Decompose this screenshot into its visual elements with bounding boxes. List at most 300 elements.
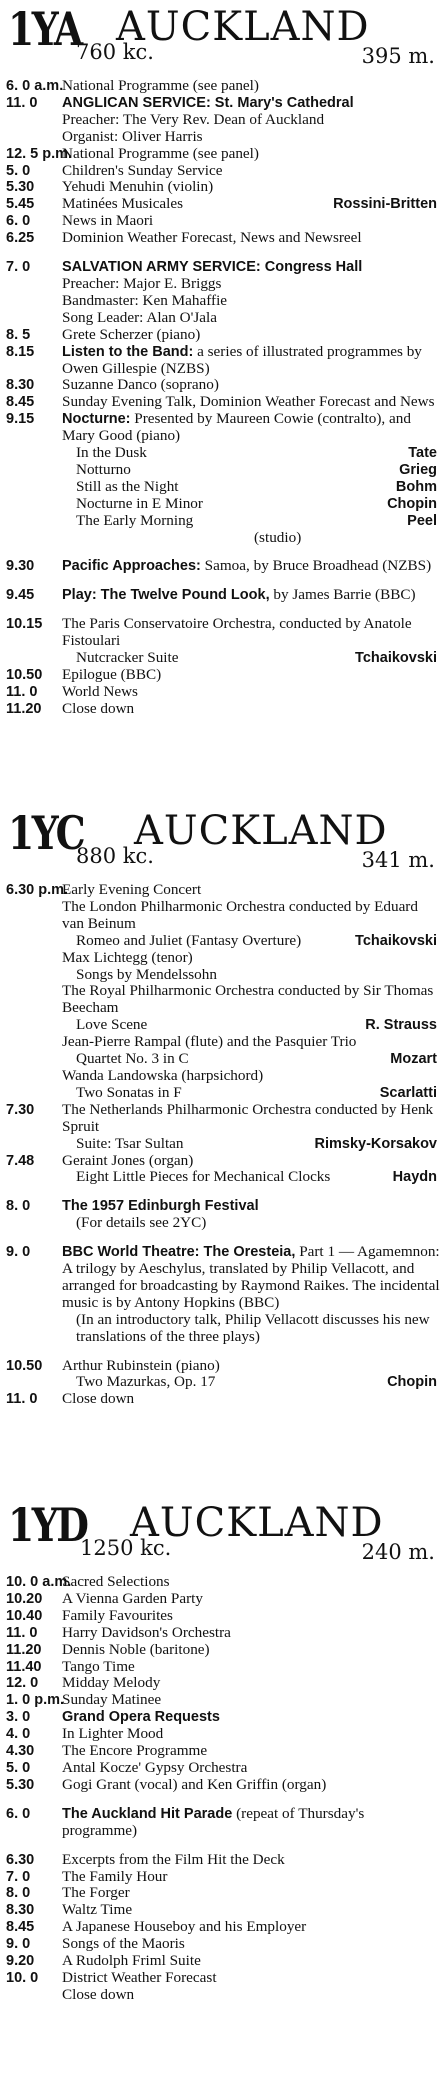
programme-row — [4, 344, 441, 378]
programme-text: Family Favourites — [62, 1606, 173, 1624]
programme-row — [4, 230, 441, 247]
programme-details — [4, 230, 441, 247]
programme-row — [4, 1169, 441, 1186]
composer-name: Tate — [408, 445, 437, 462]
composer-name: Chopin — [387, 1374, 437, 1391]
programme-time: 4. 0 — [6, 1726, 31, 1743]
programme-row — [4, 179, 441, 196]
programme-text: Presented by Maureen Cowie (contralto), and Mary Good (piano) — [62, 410, 411, 445]
programme-time: 8. 5 — [6, 326, 31, 343]
composer-name: Grieg — [399, 461, 437, 478]
programme-row — [4, 701, 441, 718]
programme-details — [4, 1869, 441, 1886]
programme-row — [4, 479, 441, 496]
programme-details — [4, 1760, 441, 1777]
programme-details — [4, 1169, 441, 1186]
programme-details — [4, 882, 441, 899]
programme-time: 6. 0 a.m. — [6, 78, 64, 94]
station-frequency: 760 kc. — [76, 40, 154, 64]
programme-details — [4, 1391, 441, 1408]
programme-time: 8. 0 — [6, 1885, 31, 1902]
programme-text: Preacher: The Very Rev. Dean of Auckland — [62, 110, 325, 128]
programme-text: Songs by Mendelssohn — [76, 965, 217, 983]
programme-title: SALVATION ARMY SERVICE: Congress Hall — [62, 259, 363, 276]
programme-row — [4, 1659, 441, 1676]
programme-text: Max Lichtegg (tenor) — [62, 948, 193, 966]
programme-row — [4, 882, 441, 899]
programme-time: 11. 0 — [6, 1391, 38, 1408]
programme-title: Listen to the Band: — [62, 343, 194, 360]
programme-time: 5.30 — [6, 1776, 35, 1793]
programme-time: 8.45 — [6, 394, 35, 411]
programme-title: The Auckland Hit Parade — [62, 1805, 233, 1822]
programme-row — [4, 1970, 441, 1987]
programme-time: 8. 0 — [6, 1198, 31, 1215]
programme-row — [4, 1374, 441, 1391]
programme-row — [4, 1987, 441, 2004]
programme-text: Bandmaster: Ken Mahaffie — [62, 291, 228, 309]
programme-title: Nocturne: — [62, 411, 131, 428]
programme-row — [4, 394, 441, 411]
programme-row — [4, 1885, 441, 1902]
programme-row — [4, 146, 441, 163]
programme-time: 5. 0 — [6, 1759, 31, 1776]
programme-title: Pacific Approaches: — [62, 558, 201, 575]
programme-text: District Weather Forecast — [62, 1968, 217, 1986]
programme-details — [4, 1625, 441, 1642]
composer-name: Chopin — [387, 495, 437, 512]
programme-row — [4, 1215, 441, 1232]
programme-time: 6.30 — [6, 1851, 35, 1868]
programme-list — [4, 78, 441, 718]
programme-time: 8.45 — [6, 1919, 35, 1936]
programme-text: The London Philharmonic Orchestra conducted by Eduard van Beinum — [62, 897, 418, 932]
programme-text: by James Barrie (BBC) — [269, 586, 416, 604]
programme-title: BBC World Theatre: The Oresteia, — [62, 1244, 296, 1261]
programme-text: The Netherlands Philharmonic Orchestra conducted by Henk Spruit — [62, 1100, 434, 1135]
station-header — [4, 808, 441, 882]
programme-text: The Forger — [62, 1884, 130, 1902]
station-frequency: 880 kc. — [76, 844, 154, 868]
programme-list — [4, 882, 441, 1408]
programme-details — [4, 950, 441, 967]
programme-details — [4, 1068, 441, 1085]
programme-details — [4, 1642, 441, 1659]
programme-time: 8.30 — [6, 1902, 35, 1919]
programme-text: Sunday Matinee — [62, 1691, 162, 1709]
programme-time: 10.15 — [6, 616, 43, 633]
programme-details — [4, 684, 441, 701]
programme-time: 10. 0 a.m. — [6, 1574, 72, 1590]
composer-name: Peel — [407, 512, 437, 529]
programme-details — [4, 1136, 441, 1153]
station-frequency: 1250 kc. — [80, 1536, 172, 1560]
programme-text: Wanda Landowska (harpsichord) — [62, 1066, 264, 1084]
programme-row — [4, 496, 441, 513]
programme-text: Suite: Tsar Sultan — [76, 1134, 184, 1152]
station-1ya-listing — [4, 4, 441, 718]
programme-details — [4, 1374, 441, 1391]
programme-time: 7. 0 — [6, 1868, 31, 1885]
programme-details — [4, 530, 441, 547]
programme-title: The 1957 Edinburgh Festival — [62, 1198, 259, 1215]
programme-text: Gogi Grant (vocal) and Ken Griffin (organ) — [62, 1775, 327, 1793]
programme-details — [4, 1692, 441, 1709]
composer-name: Tchaikovski — [355, 932, 437, 949]
composer-name: Mozart — [390, 1051, 437, 1068]
programme-row — [4, 1153, 441, 1170]
programme-time: 9. 0 — [6, 1936, 31, 1953]
programme-text: Part 1 — Agamemnon: A trilogy by Aeschylus, translated by Philip Vellacott, and arranged for broadcasting by Raymond Raikes. The incidental music is by Antony Hopkins (BBC) — [62, 1243, 440, 1311]
spacer — [4, 1186, 441, 1198]
programme-text: The Royal Philharmonic Orchestra conducted by Sir Thomas Beecham — [62, 982, 434, 1017]
programme-text: In Lighter Mood — [62, 1725, 164, 1743]
programme-text: Quartet No. 3 in C — [76, 1050, 189, 1068]
programme-details — [4, 983, 441, 1017]
programme-text: Suzanne Danco (soprano) — [62, 376, 219, 394]
programme-details — [4, 1987, 441, 2004]
programme-time: 12. 0 — [6, 1675, 39, 1692]
programme-row — [4, 1017, 441, 1034]
programme-row — [4, 1068, 441, 1085]
programme-text: a series of illustrated programmes by Owen Gillespie (NZBS) — [62, 342, 422, 377]
programme-details — [4, 259, 441, 276]
programme-text: A Japanese Houseboy and his Employer — [62, 1918, 307, 1936]
programme-row — [4, 276, 441, 293]
programme-time: 1. 0 p.m. — [6, 1692, 65, 1709]
programme-details — [4, 479, 441, 496]
programme-text: News in Maori — [62, 212, 154, 230]
programme-list — [4, 1574, 441, 2004]
programme-details — [4, 344, 441, 378]
station-1yd-listing — [4, 1500, 441, 2004]
programme-row — [4, 112, 441, 129]
programme-time: 7.48 — [6, 1152, 35, 1169]
programme-time: 6.30 p.m. — [6, 882, 69, 898]
programme-details — [4, 1806, 441, 1840]
programme-row — [4, 899, 441, 933]
programme-row — [4, 530, 441, 547]
programme-text: Harry Davidson's Orchestra — [62, 1623, 231, 1641]
programme-text: (For details see 2YC) — [76, 1214, 207, 1232]
programme-details — [4, 462, 441, 479]
programme-row — [4, 558, 441, 575]
programme-text: National Programme (see panel) — [62, 77, 259, 94]
programme-text: The Family Hour — [62, 1867, 168, 1885]
programme-details — [4, 667, 441, 684]
programme-row — [4, 616, 441, 650]
programme-details — [4, 1743, 441, 1760]
programme-text: A Rudolph Friml Suite — [62, 1952, 201, 1970]
programme-time: 9.30 — [6, 558, 35, 575]
programme-details — [4, 1215, 441, 1232]
programme-row — [4, 1760, 441, 1777]
station-wavelength: 341 m. — [361, 848, 435, 872]
programme-row — [4, 1358, 441, 1375]
programme-details — [4, 967, 441, 984]
programme-row — [4, 1692, 441, 1709]
programme-row — [4, 129, 441, 146]
programme-details — [4, 1953, 441, 1970]
programme-time: 5.30 — [6, 179, 35, 196]
programme-time: 5.45 — [6, 196, 35, 213]
programme-text: Epilogue (BBC) — [62, 666, 162, 683]
programme-time: 4.30 — [6, 1743, 35, 1760]
programme-time: 9.45 — [6, 587, 35, 604]
programme-time: 7.30 — [6, 1101, 35, 1118]
spacer — [4, 247, 441, 259]
programme-details — [4, 1902, 441, 1919]
programme-title: Play: The Twelve Pound Look, — [62, 587, 270, 604]
programme-details — [4, 496, 441, 513]
programme-text: Children's Sunday Service — [62, 161, 223, 179]
programme-row — [4, 293, 441, 310]
programme-text: Preacher: Major E. Briggs — [62, 274, 222, 292]
programme-text: Waltz Time — [62, 1901, 133, 1919]
programme-row — [4, 1574, 441, 1591]
programme-row — [4, 1312, 441, 1346]
programme-row — [4, 1806, 441, 1840]
programme-row — [4, 667, 441, 684]
programme-text: Dennis Noble (baritone) — [62, 1640, 210, 1658]
programme-row — [4, 411, 441, 445]
programme-time: 12. 5 p.m. — [6, 145, 73, 162]
programme-text: Two Sonatas in F — [76, 1083, 182, 1101]
programme-row — [4, 1777, 441, 1794]
programme-details — [4, 513, 441, 530]
programme-row — [4, 1902, 441, 1919]
programme-row — [4, 95, 441, 112]
programme-title: ANGLICAN SERVICE: St. Mary's Cathedral — [62, 94, 354, 111]
programme-time: 11. 0 — [6, 683, 38, 700]
programme-row — [4, 1034, 441, 1051]
programme-text: Antal Kocze' Gypsy Orchestra — [62, 1758, 248, 1776]
programme-details — [4, 616, 441, 650]
programme-details — [4, 1726, 441, 1743]
programme-row — [4, 650, 441, 667]
programme-details — [4, 1659, 441, 1676]
programme-details — [4, 78, 441, 95]
programme-details — [4, 1852, 441, 1869]
station-city: AUCKLAND — [130, 1500, 384, 1546]
programme-text: Love Scene — [76, 1016, 148, 1034]
programme-details — [4, 1017, 441, 1034]
programme-details — [4, 558, 441, 575]
programme-text: (In an introductory talk, Philip Vellacott discusses his new translations of the three plays) — [76, 1310, 430, 1345]
programme-details — [4, 1777, 441, 1794]
programme-details — [4, 1591, 441, 1608]
station-callsign: 1YA — [8, 2, 81, 56]
programme-details — [4, 310, 441, 327]
station-wavelength: 395 m. — [361, 44, 435, 68]
programme-row — [4, 213, 441, 230]
station-header — [4, 4, 441, 78]
station-callsign: 1YC — [8, 806, 84, 860]
programme-row — [4, 310, 441, 327]
programme-row — [4, 587, 441, 604]
programme-time: 9.20 — [6, 1953, 35, 1970]
programme-row — [4, 1709, 441, 1726]
programme-time: 7. 0 — [6, 259, 31, 276]
programme-text: Songs of the Maoris — [62, 1935, 185, 1953]
composer-name: Haydn — [392, 1169, 437, 1186]
programme-details — [4, 293, 441, 310]
programme-details — [4, 1085, 441, 1102]
programme-text: Notturno — [76, 460, 131, 478]
programme-time: 10.50 — [6, 1357, 43, 1374]
programme-time: 10.40 — [6, 1607, 43, 1624]
programme-row — [4, 1608, 441, 1625]
programme-row — [4, 1591, 441, 1608]
programme-row — [4, 377, 441, 394]
programme-details — [4, 129, 441, 146]
programme-details — [4, 276, 441, 293]
programme-text: The Encore Programme — [62, 1742, 208, 1760]
programme-text: Midday Melody — [62, 1674, 161, 1692]
programme-details — [4, 163, 441, 180]
programme-details — [4, 445, 441, 462]
programme-row — [4, 1726, 441, 1743]
programme-details — [4, 1358, 441, 1375]
programme-row — [4, 1102, 441, 1136]
programme-details — [4, 933, 441, 950]
programme-time: 11.20 — [6, 700, 42, 717]
station-wavelength: 240 m. — [361, 1540, 435, 1564]
programme-text: Geraint Jones (organ) — [62, 1151, 194, 1169]
programme-row — [4, 684, 441, 701]
programme-details — [4, 899, 441, 933]
programme-details — [4, 1919, 441, 1936]
station-callsign: 1YD — [8, 1498, 87, 1552]
programme-row — [4, 1085, 441, 1102]
programme-time: 10. 0 — [6, 1969, 39, 1986]
programme-row — [4, 462, 441, 479]
composer-name: Rossini-Britten — [333, 196, 437, 213]
programme-row — [4, 1919, 441, 1936]
programme-row — [4, 967, 441, 984]
programme-time: 3. 0 — [6, 1709, 31, 1726]
programme-row — [4, 1244, 441, 1312]
programme-row — [4, 1642, 441, 1659]
programme-row — [4, 1953, 441, 1970]
programme-text: In the Dusk — [76, 444, 147, 462]
programme-details — [4, 1970, 441, 1987]
programme-text: Nutcracker Suite — [76, 649, 179, 667]
programme-details — [4, 327, 441, 344]
programme-time: 6. 0 — [6, 1805, 31, 1822]
programme-details — [4, 377, 441, 394]
programme-text: Close down — [62, 1985, 135, 2003]
programme-details — [4, 1936, 441, 1953]
composer-name: Rimsky-Korsakov — [314, 1135, 437, 1152]
programme-text: (repeat of Thursday's programme) — [62, 1804, 365, 1839]
programme-details — [4, 394, 441, 411]
station-city: AUCKLAND — [116, 4, 370, 50]
programme-text: Romeo and Juliet (Fantasy Overture) — [76, 931, 302, 949]
programme-details — [4, 701, 441, 718]
programme-text: Samoa, by Bruce Broadhead (NZBS) — [200, 557, 432, 575]
programme-time: 10.50 — [6, 667, 43, 683]
composer-name: Scarlatti — [379, 1084, 437, 1101]
programme-details — [4, 1608, 441, 1625]
programme-details — [4, 587, 441, 604]
programme-row — [4, 78, 441, 95]
programme-details — [4, 213, 441, 230]
spacer — [4, 1794, 441, 1806]
composer-name: Bohm — [395, 478, 437, 495]
programme-text: Organist: Oliver Harris — [62, 127, 203, 145]
programme-time: 6.25 — [6, 230, 35, 247]
programme-row — [4, 933, 441, 950]
programme-text: Early Evening Concert — [62, 881, 202, 898]
programme-row — [4, 950, 441, 967]
programme-time: 9.15 — [6, 411, 35, 428]
programme-details — [4, 1051, 441, 1068]
composer-name: Tchaikovski — [355, 650, 437, 667]
composer-name: R. Strauss — [365, 1017, 437, 1034]
programme-text: Jean-Pierre Rampal (flute) and the Pasquier Trio — [62, 1033, 357, 1051]
station-city: AUCKLAND — [134, 808, 388, 854]
programme-details — [4, 112, 441, 129]
programme-text: Grete Scherzer (piano) — [62, 325, 201, 343]
programme-text: Song Leader: Alan O'Jala — [62, 308, 217, 326]
programme-details — [4, 1244, 441, 1312]
programme-text: Tango Time — [62, 1657, 135, 1675]
programme-time: 8.15 — [6, 343, 35, 360]
programme-text: Two Mazurkas, Op. 17 — [76, 1373, 216, 1391]
programme-details — [4, 196, 441, 213]
programme-text: Excerpts from the Film Hit the Deck — [62, 1850, 285, 1868]
programme-text: Still as the Night — [76, 477, 179, 495]
programme-row — [4, 1391, 441, 1408]
programme-text: Yehudi Menuhin (violin) — [62, 178, 214, 196]
programme-row — [4, 1852, 441, 1869]
programme-time: 11. 0 — [6, 94, 38, 111]
programme-row — [4, 1198, 441, 1215]
programme-row — [4, 983, 441, 1017]
programme-row — [4, 1051, 441, 1068]
programme-text: Close down — [62, 699, 135, 717]
programme-row — [4, 259, 441, 276]
programme-details — [4, 1153, 441, 1170]
programme-text: Arthur Rubinstein (piano) — [62, 1356, 220, 1374]
programme-text: The Early Morning — [76, 511, 194, 529]
programme-details — [4, 411, 441, 445]
programme-text: Dominion Weather Forecast, News and Newsreel — [62, 229, 362, 247]
station-1yc-listing — [4, 808, 441, 1408]
programme-time: 5. 0 — [6, 162, 31, 179]
programme-details — [4, 650, 441, 667]
programme-details — [4, 1885, 441, 1902]
programme-time: 11. 0 — [6, 1624, 38, 1641]
programme-row — [4, 1625, 441, 1642]
programme-details — [4, 1034, 441, 1051]
programme-text: (studio) — [254, 528, 302, 546]
programme-details — [4, 1709, 441, 1726]
programme-details — [4, 1312, 441, 1346]
programme-text: Nocturne in E Minor — [76, 494, 203, 512]
programme-text: Sunday Evening Talk, Dominion Weather Forecast and News — [62, 393, 435, 411]
programme-text: The Paris Conservatoire Orchestra, conducted by Anatole Fistoulari — [62, 615, 412, 650]
programme-row — [4, 1936, 441, 1953]
programme-text: Sacred Selections — [62, 1573, 170, 1590]
programme-details — [4, 1102, 441, 1136]
programme-row — [4, 1869, 441, 1886]
programme-row — [4, 1675, 441, 1692]
programme-row — [4, 327, 441, 344]
programme-title: Grand Opera Requests — [62, 1709, 220, 1726]
programme-row — [4, 1743, 441, 1760]
